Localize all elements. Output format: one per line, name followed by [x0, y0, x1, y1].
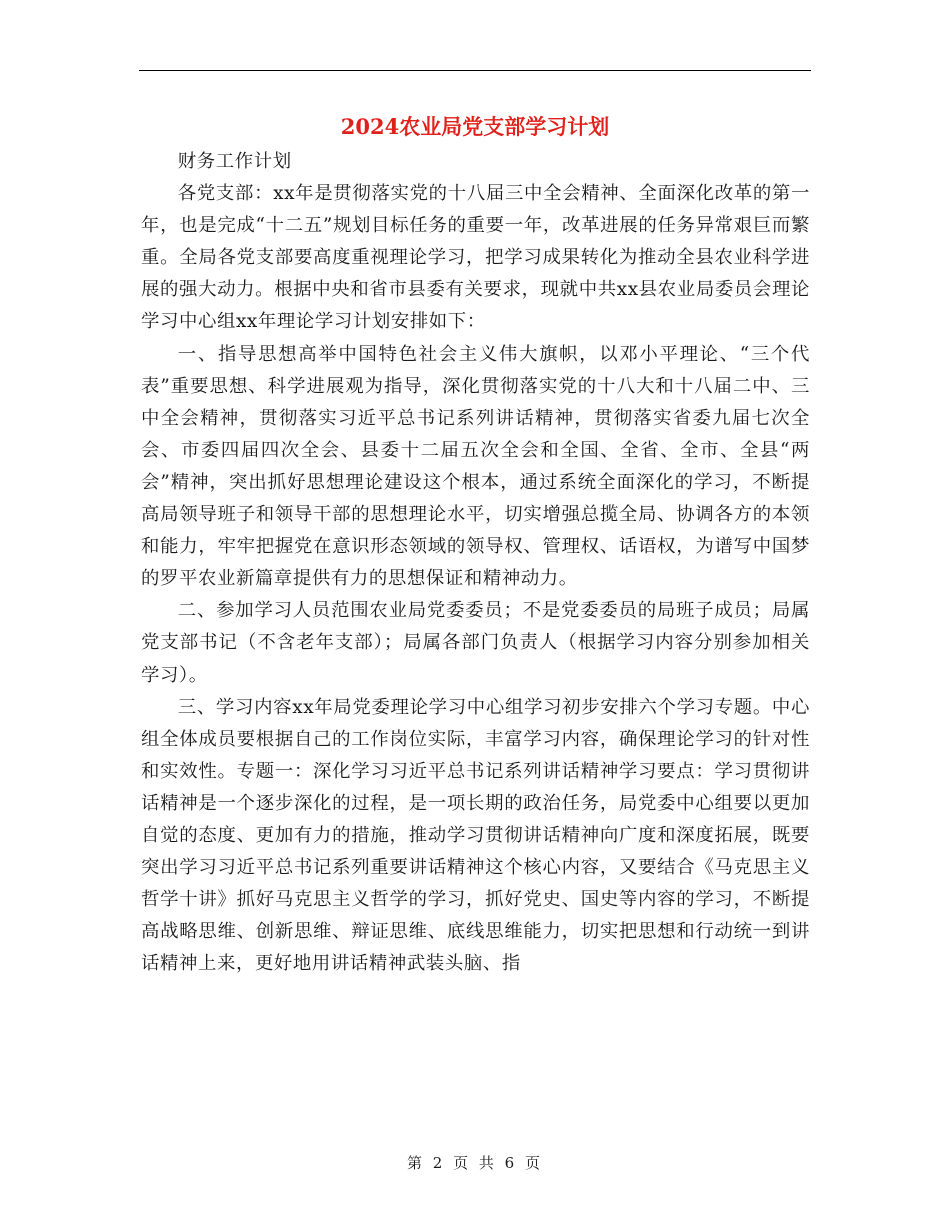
paragraph-guiding-thought: 一、指导思想高举中国特色社会主义伟大旗帜，以邓小平理论、“三个代表”重要思想、科学进展观为指导，深化贯彻落实党的十八大和十八届二中、三中全会精神，贯彻落实习近平总书记系列讲话精神，贯彻落实省委九届七次全会、市委四届四次全会、县委十二届五次全会和全国、全省、全市、全县“两会”精神，突出抓好思想理论建设这个根本，通过系统全面深化的学习，不断提高局领导班子和领导干部的思想理论水平，切实增强总揽全局、协调各方的本领和能力，牢牢把握党在意识形态领域的领导权、管理权、话语权，为谱写中国梦的罗平农业新篇章提供有力的思想保证和精神动力。 [141, 343, 810, 590]
header-rule [139, 70, 811, 71]
document-body [141, 146, 810, 980]
document-title: 2024农业局党支部学习计划 [340, 114, 610, 139]
paragraph-participants: 二、参加学习人员范围农业局党委委员；不是党委委员的局班子成员；局属党支部书记（不含老年支部）；局属各部门负责人（根据学习内容分别参加相关学习）。 [141, 600, 810, 686]
paragraph-study-content: 三、学习内容xx年局党委理论学习中心组学习初步安排六个学习专题。中心组全体成员要根据自己的工作岗位实际，丰富学习内容，确保理论学习的针对性和实效性。专题一：深化学习习近平总书记系列讲话精神学习要点：学习贯彻讲话精神是一个逐步深化的过程，是一项长期的政治任务，局党委中心组要以更加自觉的态度、更加有力的措施，推动学习贯彻讲话精神向广度和深度拓展，既要突出学习习近平总书记系列重要讲话精神这个核心内容，又要结合《马克思主义哲学十讲》抓好马克思主义哲学的学习，抓好党史、国史等内容的学习，不断提高战略思维、创新思维、辩证思维、底线思维能力，切实把思想和行动统一到讲话精神上来，更好地用讲话精神武装头脑、指 [141, 696, 810, 975]
paragraph-intro: 各党支部：xx年是贯彻落实党的十八届三中全会精神、全面深化改革的第一年，也是完成“十二五”规划目标任务的重要一年，改革进展的任务异常艰巨而繁重。全局各党支部要高度重视理论学习，把学习成果转化为推动全县农业科学进展的强大动力。根据中央和省市县委有关要求，现就中共xx县农业局委员会理论学习中心组xx年理论学习计划安排如下： [141, 183, 810, 333]
paragraph-subtitle: 财务工作计划 [177, 151, 292, 172]
page-number: 第 2 页 共 6 页 [407, 1154, 543, 1172]
